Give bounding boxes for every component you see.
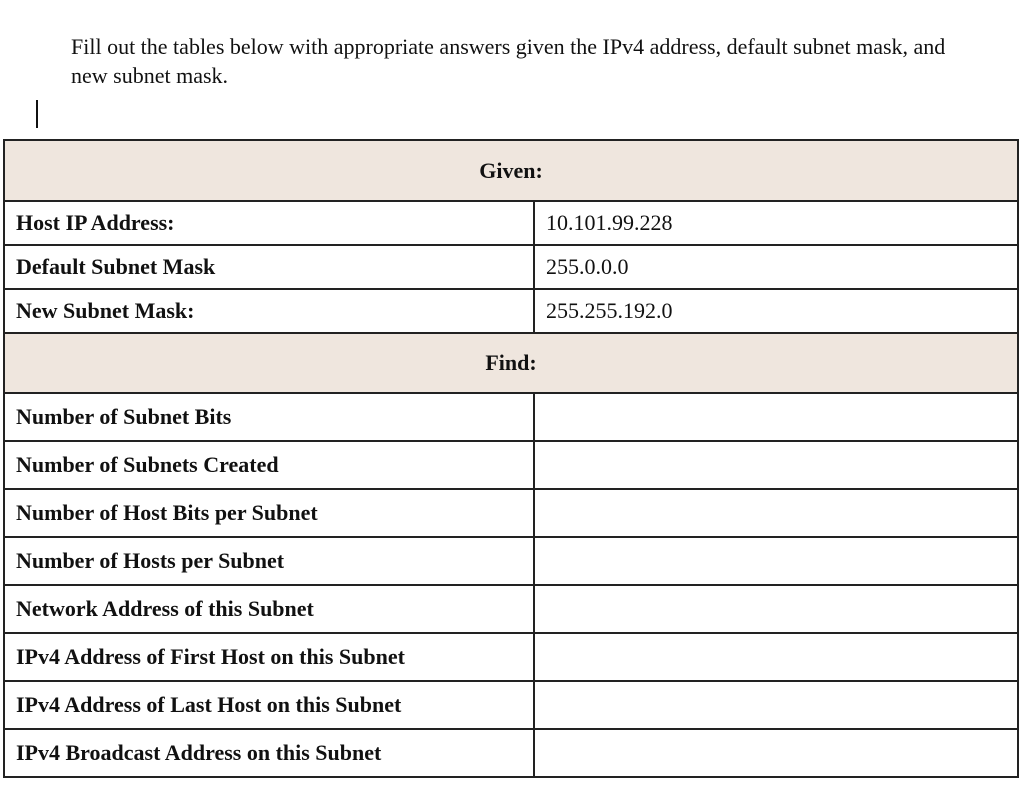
given-value[interactable]: 10.101.99.228	[534, 201, 1018, 245]
given-header-row	[4, 140, 1018, 201]
given-row-new-mask	[4, 289, 1018, 333]
find-label: Number of Subnets Created	[4, 441, 534, 489]
find-label: Number of Subnet Bits	[4, 393, 534, 441]
subnet-worksheet-table	[3, 139, 1019, 778]
find-label: Number of Host Bits per Subnet	[4, 489, 534, 537]
find-row-first-host	[4, 633, 1018, 681]
find-label: IPv4 Broadcast Address on this Subnet	[4, 729, 534, 777]
given-value[interactable]: 255.255.192.0	[534, 289, 1018, 333]
find-row-last-host	[4, 681, 1018, 729]
find-row-hosts-per-subnet	[4, 537, 1018, 585]
find-row-broadcast	[4, 729, 1018, 777]
find-label: IPv4 Address of First Host on this Subnet	[4, 633, 534, 681]
given-label: Host IP Address:	[4, 201, 534, 245]
given-value[interactable]: 255.0.0.0	[534, 245, 1018, 289]
given-header: Given:	[4, 140, 1018, 201]
answer-cell[interactable]	[534, 393, 1018, 441]
find-label: Number of Hosts per Subnet	[4, 537, 534, 585]
instructions-paragraph: Fill out the tables below with appropriate answers given the IPv4 address, default subnet mask, and new subnet mask.	[71, 34, 946, 88]
find-row-subnets-created	[4, 441, 1018, 489]
text-cursor	[36, 100, 38, 128]
answer-cell[interactable]	[534, 585, 1018, 633]
given-row-host-ip	[4, 201, 1018, 245]
find-row-network-address	[4, 585, 1018, 633]
given-label: Default Subnet Mask	[4, 245, 534, 289]
find-header: Find:	[4, 333, 1018, 393]
find-row-subnet-bits	[4, 393, 1018, 441]
given-label: New Subnet Mask:	[4, 289, 534, 333]
find-label: IPv4 Address of Last Host on this Subnet	[4, 681, 534, 729]
answer-cell[interactable]	[534, 441, 1018, 489]
answer-cell[interactable]	[534, 633, 1018, 681]
answer-cell[interactable]	[534, 489, 1018, 537]
answer-cell[interactable]	[534, 729, 1018, 777]
find-label: Network Address of this Subnet	[4, 585, 534, 633]
answer-cell[interactable]	[534, 681, 1018, 729]
given-row-default-mask	[4, 245, 1018, 289]
find-row-host-bits	[4, 489, 1018, 537]
answer-cell[interactable]	[534, 537, 1018, 585]
find-header-row	[4, 333, 1018, 393]
